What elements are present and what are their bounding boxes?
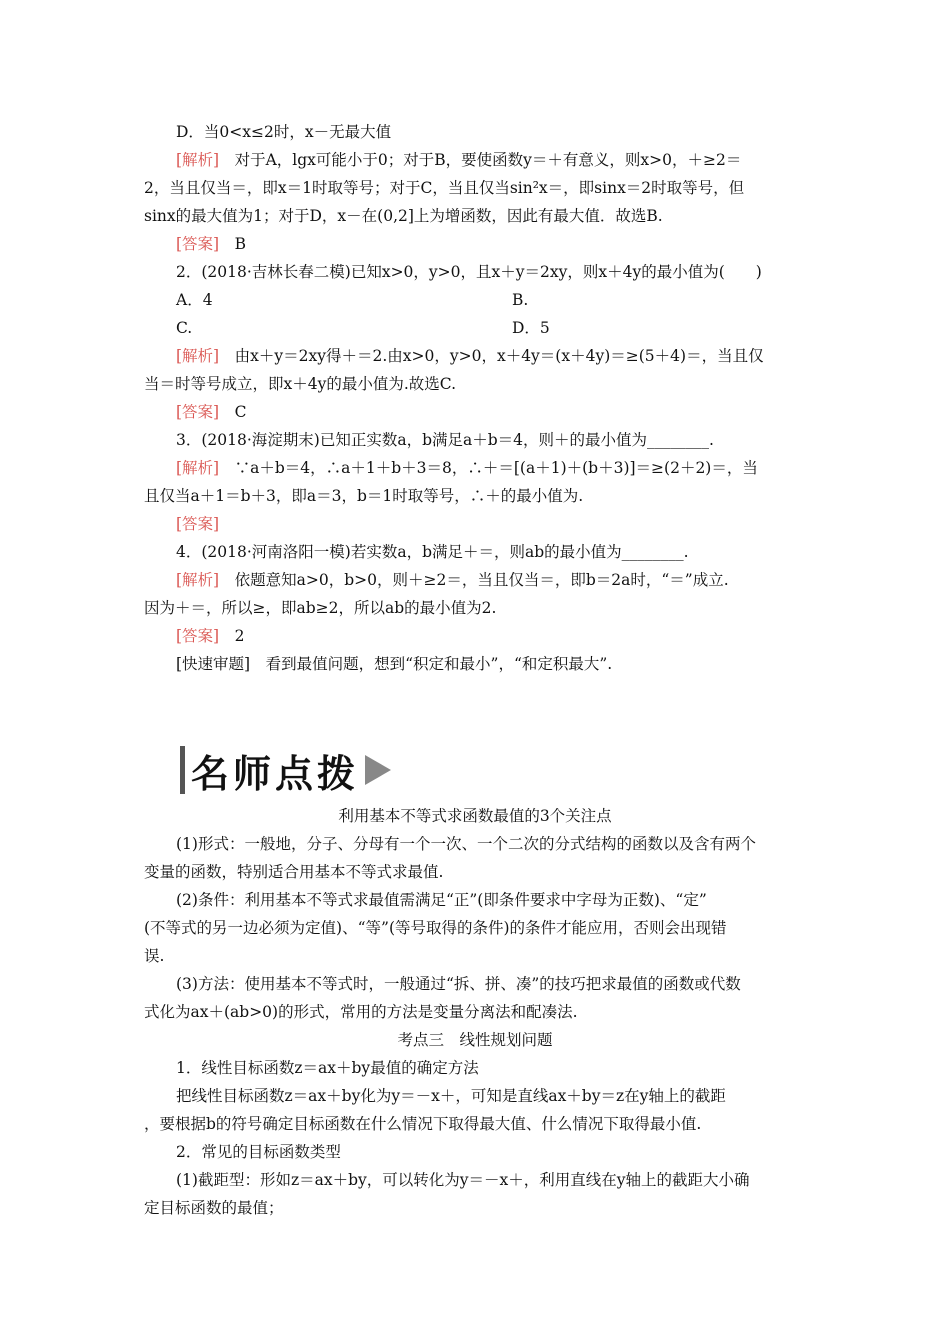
answer-tag: [答案] <box>176 627 220 645</box>
line-text: 3．(2018·海淀期末)已知正实数a，b满足a＋b＝4，则＋的最小值为________. <box>176 431 714 449</box>
line-text: sinx的最大值为1；对于D，x－在(0,2]上为增函数，因此有最大值．故选B. <box>144 207 663 225</box>
text-line <box>144 918 727 938</box>
line-text: (3)方法：使用基本不等式时，一般通过“拆、拼、凑”的技巧把求最值的函数或代数 <box>176 975 741 993</box>
answer-tag: [答案] <box>176 235 220 253</box>
line-text: 变量的函数，特别适合用基本不等式求最值. <box>144 863 444 881</box>
line-text: 1．线性目标函数z＝ax＋by最值的确定方法 <box>176 1059 479 1077</box>
text-line <box>176 262 762 282</box>
text-line <box>144 1114 701 1134</box>
text-line <box>176 542 689 562</box>
text-line <box>176 834 756 854</box>
line-text: 由x＋y＝2xy得＋＝2.由x>0，y>0，x＋4y＝(x＋4y)＝≥(5＋4)＝，当且仅 <box>219 347 764 365</box>
text-line <box>176 346 764 366</box>
line-text: ，要根据b的符号确定目标函数在什么情况下取得最大值、什么情况下取得最小值. <box>144 1115 702 1133</box>
line-text: 且仅当a＋1＝b＋3，即a＝3，b＝1时取等号，∴＋的最小值为. <box>144 487 584 505</box>
line-text: ∵a＋b＝4，∴a＋1＋b＋3＝8，∴＋＝[(a＋1)＋(b＋3)]＝≥(2＋2)＝，当 <box>219 459 758 477</box>
text-line <box>144 178 744 198</box>
text-line <box>144 374 456 394</box>
line-text: 4．(2018·河南洛阳一模)若实数a，b满足＋＝，则ab的最小值为________. <box>176 543 689 561</box>
text-line <box>144 946 164 966</box>
option-item: A．4 <box>176 291 213 309</box>
line-text: 对于A，lgx可能小于0；对于B，要使函数y＝＋有意义，则x>0，＋≥2＝ <box>219 151 742 169</box>
answer-tag: [解析] <box>176 459 220 477</box>
text-line <box>176 458 758 478</box>
line-text: 2．常见的目标函数类型 <box>176 1143 341 1161</box>
line-text: D．当0<x≤2时，x－无最大值 <box>176 123 392 141</box>
line-text: (2)条件：利用基本不等式求最值需满足“正”(即条件要求中字母为正数)、“定” <box>176 891 707 909</box>
line-text: B <box>219 235 246 253</box>
line-text: 2，当且仅当＝，即x＝1时取等号；对于C，当且仅当sin²x＝，即sinx＝2时取等号，但 <box>144 179 745 197</box>
banner-bar <box>180 746 185 794</box>
line-text: 式化为ax＋(ab>0)的形式，常用的方法是变量分离法和配凑法. <box>144 1003 578 1021</box>
text-line <box>176 122 391 142</box>
line-text: 误. <box>144 947 165 965</box>
text-line <box>176 402 246 422</box>
answer-tag: [解析] <box>176 151 220 169</box>
section-banner <box>180 746 391 794</box>
text-line <box>176 150 741 170</box>
option-item: C. <box>176 319 193 337</box>
line-text: 定目标函数的最值； <box>144 1199 284 1217</box>
text-line <box>176 430 714 450</box>
text-line <box>176 626 244 646</box>
text-line <box>144 1198 284 1218</box>
text-line <box>176 654 612 674</box>
line-text: C <box>219 403 247 421</box>
option-item: B. <box>512 291 529 309</box>
text-line <box>144 1002 578 1022</box>
line-text: (不等式的另一边必须为定值)、“等”(等号取得的条件)的条件才能应用，否则会出现错 <box>144 919 727 937</box>
topic-heading: 考点三 线性规划问题 <box>397 1031 553 1049</box>
option-item: D．5 <box>512 319 550 337</box>
text-line <box>176 1058 479 1078</box>
line-text: (1)截距型：形如z＝ax＋by，可以转化为y＝－x＋，利用直线在y轴上的截距大小确 <box>176 1171 750 1189</box>
text-line <box>176 570 729 590</box>
text-line <box>176 1142 341 1162</box>
answer-tag: [解析] <box>176 347 220 365</box>
text-line <box>176 514 219 534</box>
section-heading: 利用基本不等式求函数最值的3个关注点 <box>338 807 612 825</box>
answer-tag: [解析] <box>176 571 220 589</box>
line-text: 因为＋＝，所以≥，即ab≥2，所以ab的最小值为2. <box>144 599 497 617</box>
line-text: (1)形式：一般地，分子、分母有一个一次、一个二次的分式结构的函数以及含有两个 <box>176 835 756 853</box>
banner-title: 名师点拨 <box>191 751 360 796</box>
line-text: [快速审题] 看到最值问题，想到“积定和最小”，“和定积最大”. <box>176 655 613 673</box>
text-line <box>176 890 707 910</box>
text-line <box>176 234 246 254</box>
line-text: 把线性目标函数z＝ax＋by化为y＝－x＋，可知是直线ax＋by＝z在y轴上的截距 <box>176 1087 726 1105</box>
text-line <box>144 862 443 882</box>
text-line <box>144 206 663 226</box>
text-line <box>144 486 583 506</box>
line-text: 2．(2018·吉林长春二模)已知x>0，y>0，且x＋y＝2xy，则x＋4y的最小值为( ) <box>176 263 762 281</box>
text-line <box>144 598 496 618</box>
text-line <box>176 974 741 994</box>
line-text: 依题意知a>0，b>0，则＋≥2＝，当且仅当＝，即b＝2a时，“＝”成立. <box>219 571 729 589</box>
text-line <box>176 1086 726 1106</box>
line-text: 2 <box>219 627 245 645</box>
answer-tag: [答案] <box>176 403 220 421</box>
answer-tag: [答案] <box>176 515 220 533</box>
text-line <box>176 1170 750 1190</box>
play-arrow-icon <box>365 755 391 785</box>
line-text: 当＝时等号成立，即x＋4y的最小值为.故选C. <box>144 375 457 393</box>
